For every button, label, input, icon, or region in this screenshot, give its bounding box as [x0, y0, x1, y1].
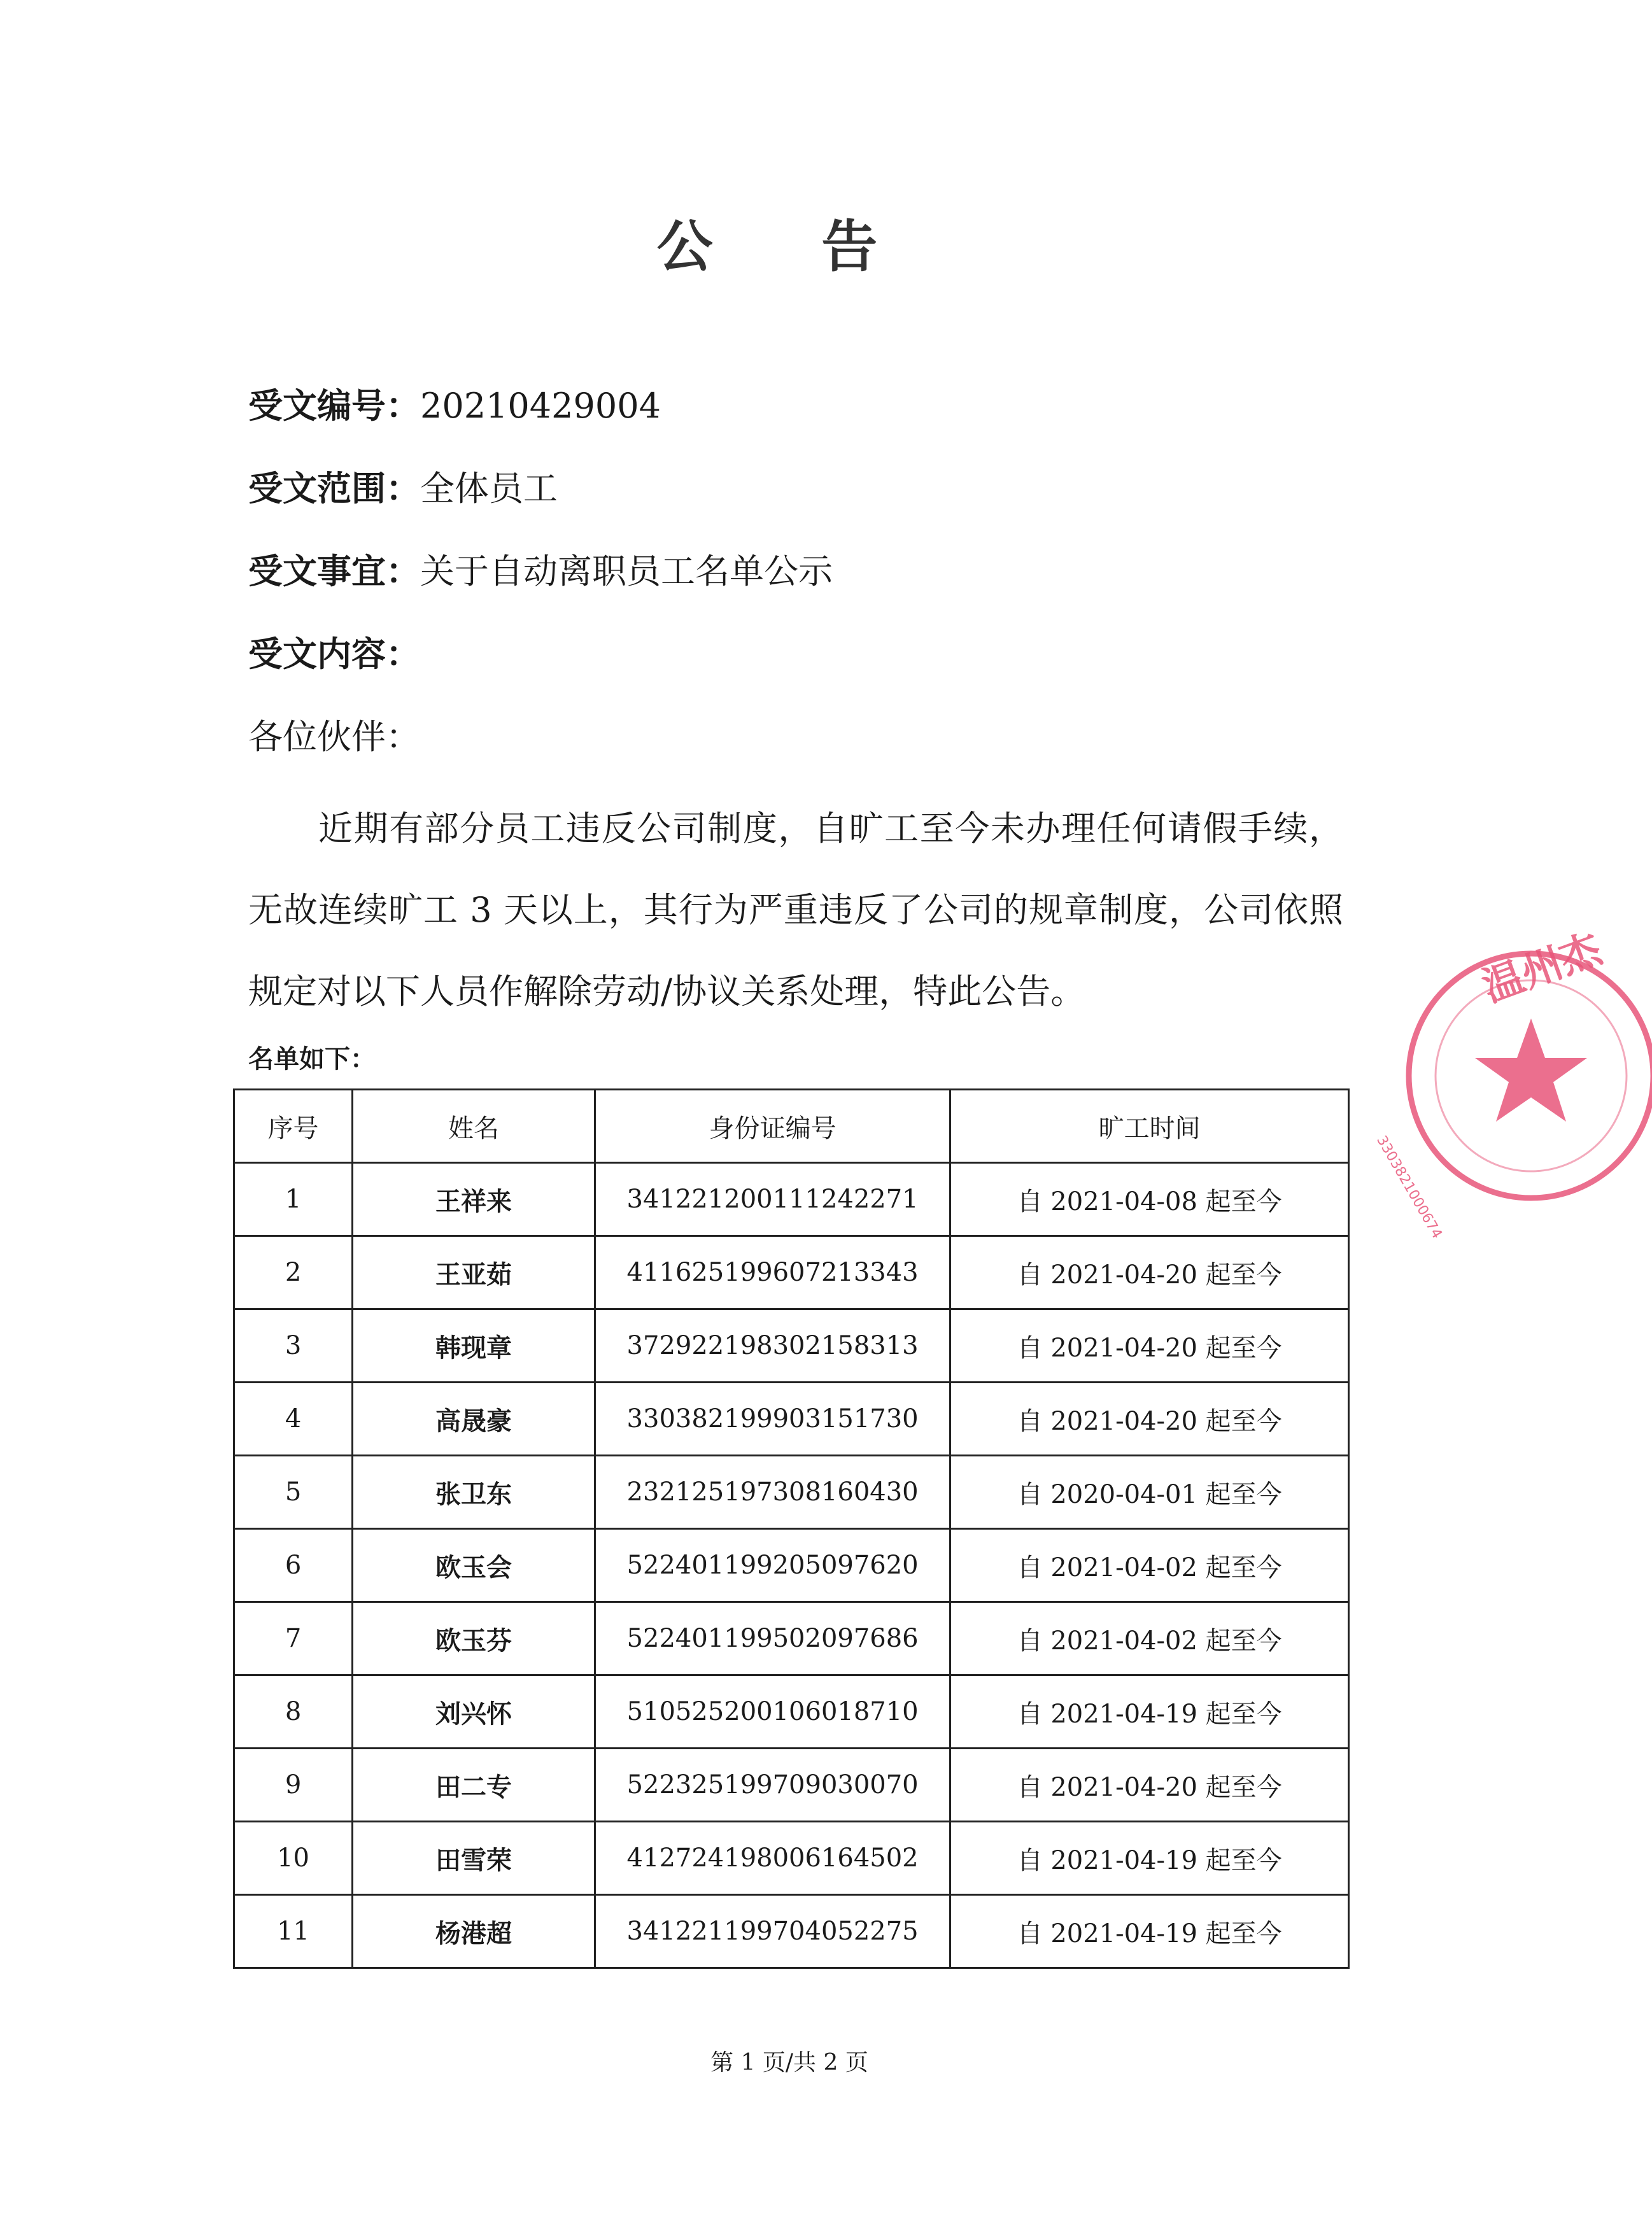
- doc-scope-field: [248, 461, 558, 511]
- row-index: 8: [234, 1675, 353, 1749]
- employee-name: 刘兴怀: [353, 1675, 595, 1749]
- table-row: [234, 1163, 1349, 1236]
- header-name: 姓名: [353, 1090, 595, 1163]
- employee-name: 欧玉芬: [353, 1602, 595, 1675]
- id-number: 330382199903151730: [595, 1383, 950, 1456]
- doc-scope-label: 受文范围：: [248, 468, 420, 509]
- table-row: [234, 1236, 1349, 1309]
- row-index: 2: [234, 1236, 353, 1309]
- id-number: 412724198006164502: [595, 1822, 950, 1895]
- employee-name: 田二专: [353, 1749, 595, 1822]
- absence-time: 自 2021-04-08 起至今: [950, 1163, 1349, 1236]
- table-row: [234, 1529, 1349, 1602]
- table-row: [234, 1822, 1349, 1895]
- row-index: 4: [234, 1383, 353, 1456]
- employee-name: 王亚茹: [353, 1236, 595, 1309]
- id-number: 522325199709030070: [595, 1749, 950, 1822]
- absence-time: 自 2020-04-01 起至今: [950, 1456, 1349, 1529]
- employee-name: 欧玉会: [353, 1529, 595, 1602]
- id-number: 510525200106018710: [595, 1675, 950, 1749]
- absence-time: 自 2021-04-02 起至今: [950, 1529, 1349, 1602]
- id-number: 341221200111242271: [595, 1163, 950, 1236]
- doc-number-field: [248, 379, 661, 428]
- header-absence-time: 旷工时间: [950, 1090, 1349, 1163]
- row-index: 11: [234, 1895, 353, 1968]
- row-index: 6: [234, 1529, 353, 1602]
- row-index: 9: [234, 1749, 353, 1822]
- absence-time: 自 2021-04-19 起至今: [950, 1822, 1349, 1895]
- employee-table: [233, 1088, 1350, 1969]
- header-index: 序号: [234, 1090, 353, 1163]
- table-row: [234, 1383, 1349, 1456]
- table-body: [234, 1163, 1349, 1968]
- doc-subject-value: 关于自动离职员工名单公示: [420, 551, 833, 591]
- row-index: 7: [234, 1602, 353, 1675]
- id-number: 341221199704052275: [595, 1895, 950, 1968]
- row-index: 1: [234, 1163, 353, 1236]
- header-id-number: 身份证编号: [595, 1090, 950, 1163]
- id-number: 232125197308160430: [595, 1456, 950, 1529]
- star-seal-icon: [1475, 1018, 1587, 1122]
- employee-name: 杨港超: [353, 1895, 595, 1968]
- absence-time: 自 2021-04-19 起至今: [950, 1895, 1349, 1968]
- doc-number-value: 20210429004: [420, 386, 661, 426]
- id-number: 522401199502097686: [595, 1602, 950, 1675]
- employee-name: 田雪荣: [353, 1822, 595, 1895]
- table-row: [234, 1895, 1349, 1968]
- id-number: 411625199607213343: [595, 1236, 950, 1309]
- table-row: [234, 1602, 1349, 1675]
- table-row: [234, 1675, 1349, 1749]
- company-seal: [1373, 917, 1652, 1242]
- notice-body: 近期有部分员工违反公司制度，自旷工至今未办理任何请假手续，无故连续旷工 3 天以上，其行为严重违反了公司的规章制度，公司依照规定对以下人员作解除劳动/协议关系处理，特此公告。: [248, 808, 1343, 1011]
- seal-text-top: 温州杰: [1476, 925, 1608, 1011]
- employee-name: 王祥来: [353, 1163, 595, 1236]
- id-number: 372922198302158313: [595, 1309, 950, 1383]
- absence-time: 自 2021-04-20 起至今: [950, 1383, 1349, 1456]
- list-title: 名单如下：: [248, 1044, 376, 1074]
- absence-time: 自 2021-04-20 起至今: [950, 1749, 1349, 1822]
- doc-scope-value: 全体员工: [420, 468, 558, 509]
- page-title: 公 告: [656, 213, 922, 279]
- absence-time: 自 2021-04-20 起至今: [950, 1309, 1349, 1383]
- id-number: 522401199205097620: [595, 1529, 950, 1602]
- table-header-row: [234, 1090, 1349, 1163]
- table-row: [234, 1456, 1349, 1529]
- row-index: 5: [234, 1456, 353, 1529]
- table-row: [234, 1309, 1349, 1383]
- doc-content-label: 受文内容：: [248, 633, 420, 674]
- doc-subject-field: [248, 544, 833, 593]
- seal-number: 3303821000674: [1373, 1133, 1445, 1242]
- employee-name: 高晟豪: [353, 1383, 595, 1456]
- absence-time: 自 2021-04-02 起至今: [950, 1602, 1349, 1675]
- row-index: 10: [234, 1822, 353, 1895]
- page-footer: 第 1 页/共 2 页: [710, 2050, 868, 2076]
- doc-number-label: 受文编号：: [248, 385, 420, 426]
- doc-subject-label: 受文事宜：: [248, 551, 420, 591]
- absence-time: 自 2021-04-19 起至今: [950, 1675, 1349, 1749]
- employee-name: 张卫东: [353, 1456, 595, 1529]
- greeting: 各位伙伴：: [248, 717, 420, 757]
- doc-content-field: [248, 627, 420, 676]
- row-index: 3: [234, 1309, 353, 1383]
- table-row: [234, 1749, 1349, 1822]
- absence-time: 自 2021-04-20 起至今: [950, 1236, 1349, 1309]
- employee-name: 韩现章: [353, 1309, 595, 1383]
